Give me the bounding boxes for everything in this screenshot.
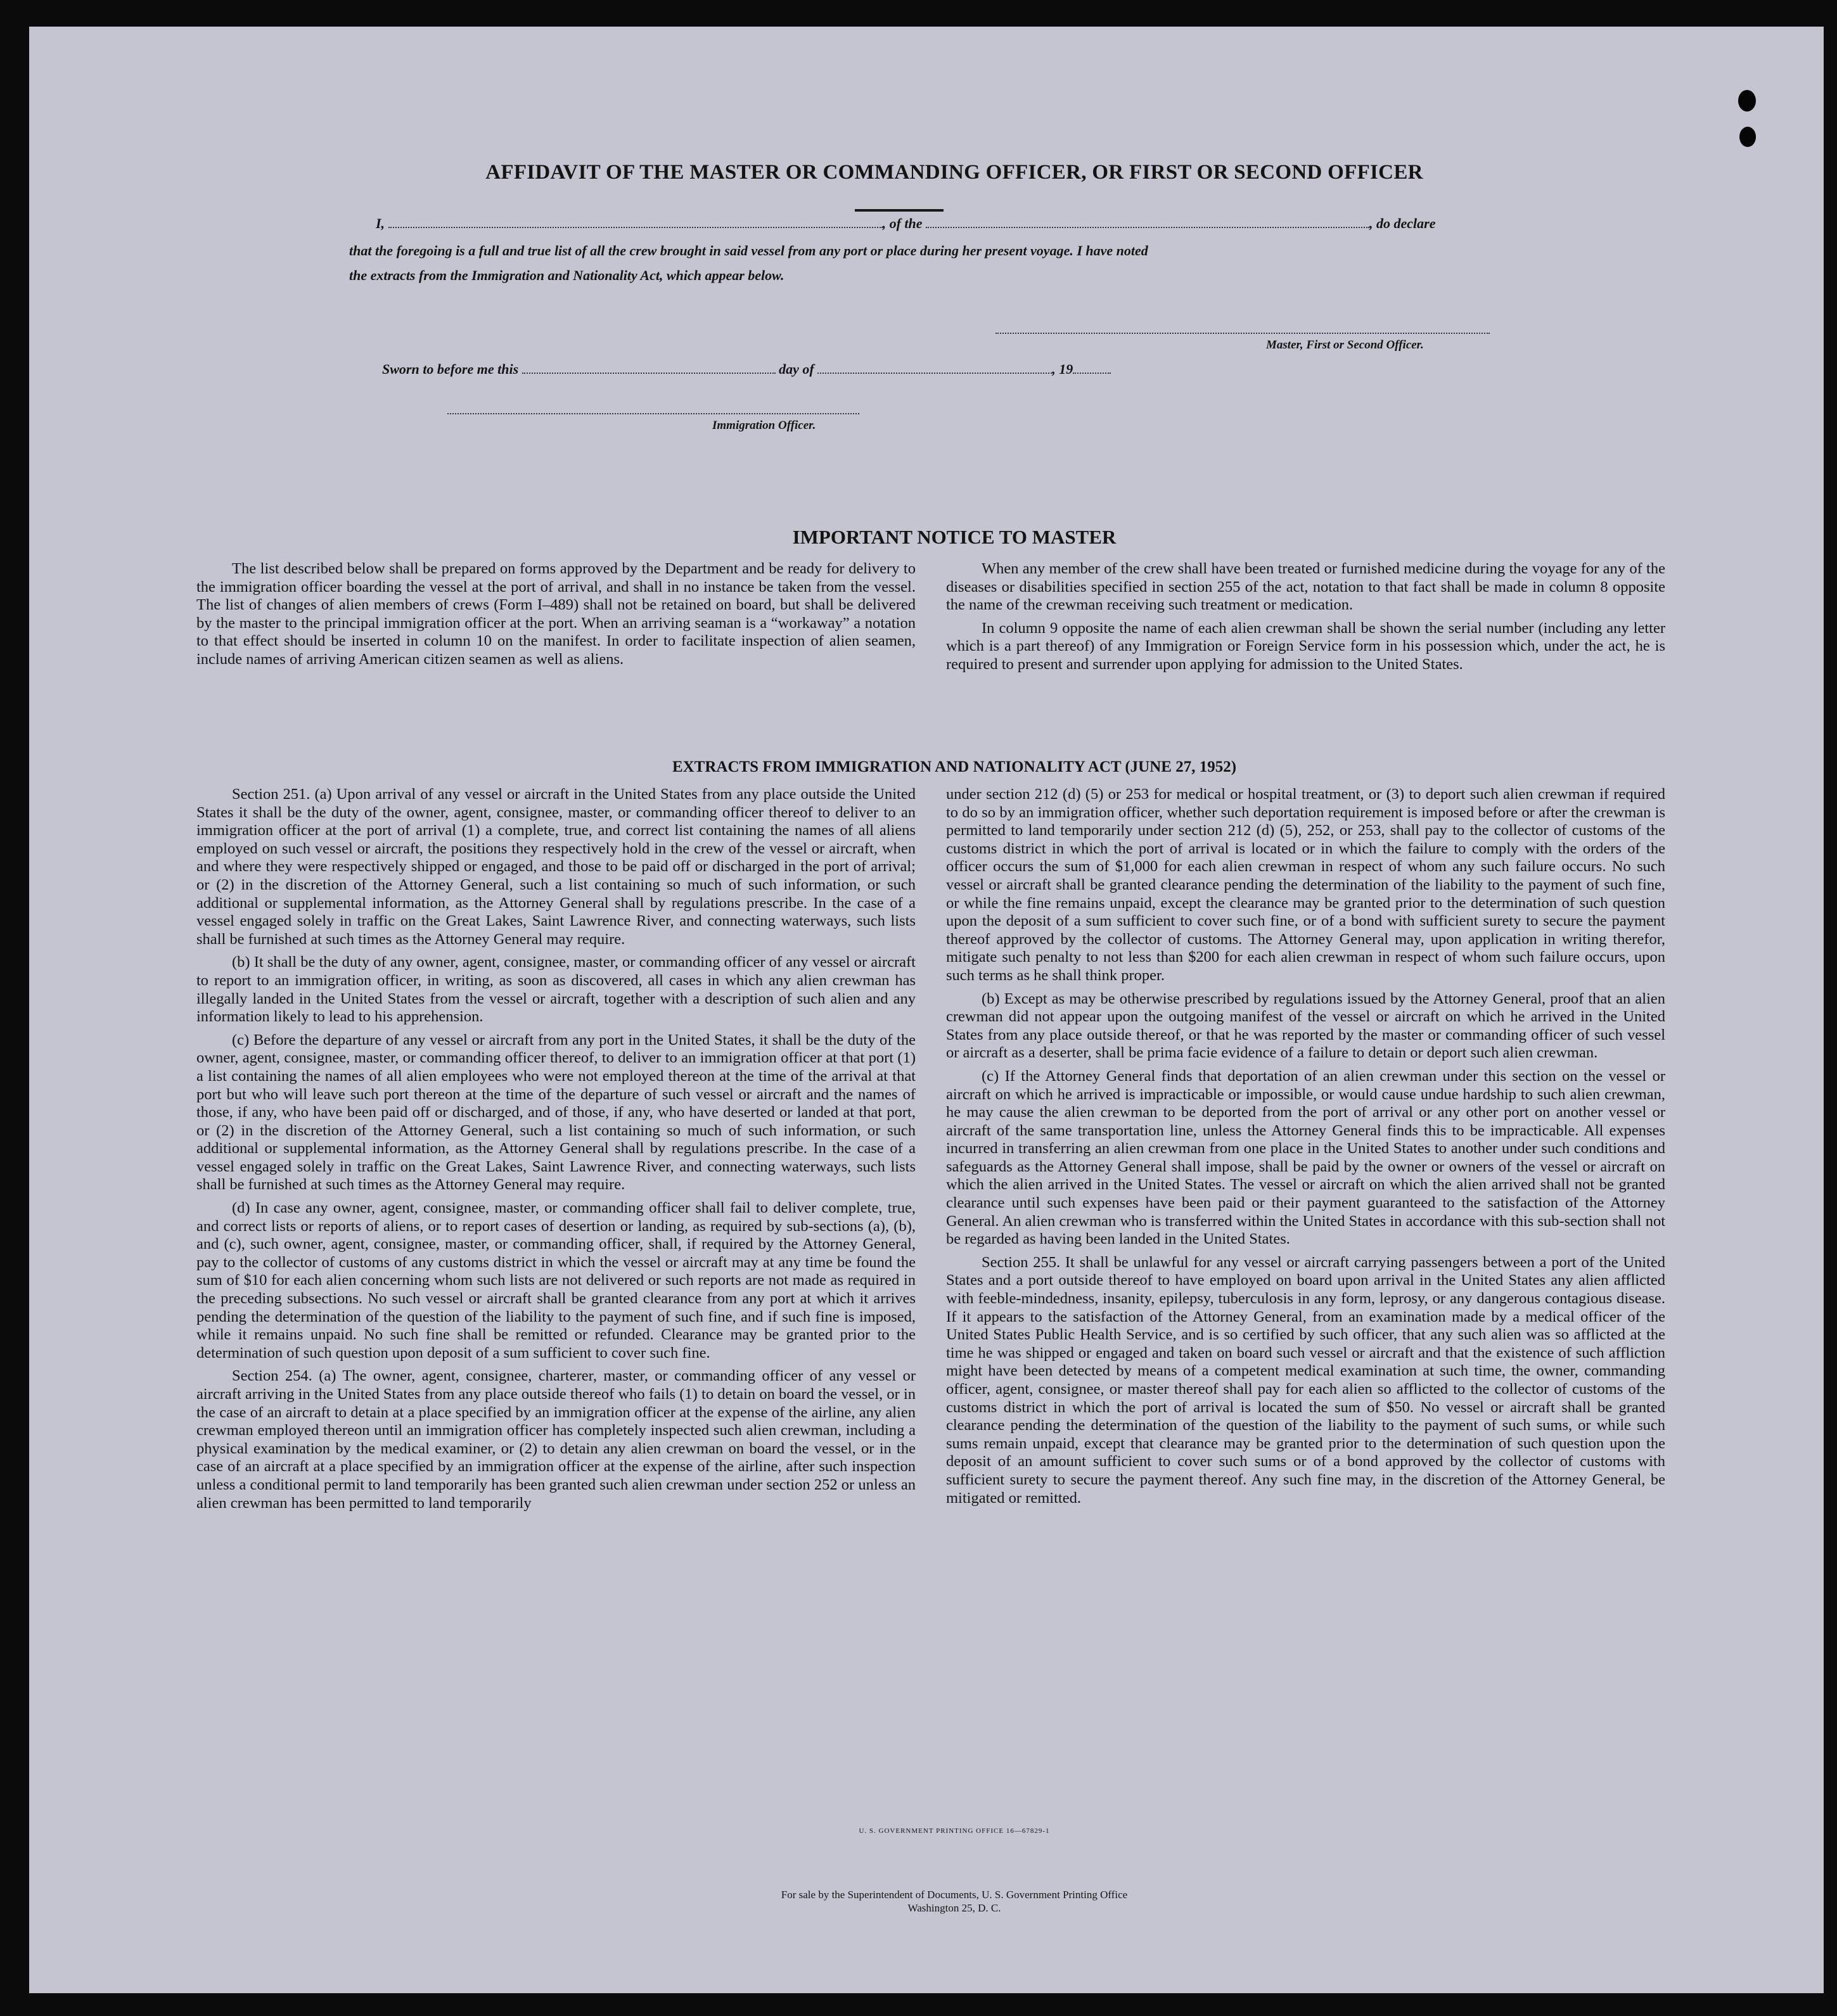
declaration-line: [376, 215, 1516, 232]
sworn-month-field[interactable]: [817, 361, 1052, 374]
document-page: [29, 27, 1824, 1993]
binder-hole-bottom: [1739, 127, 1756, 147]
notice-right-paragraph-1: When any member of the crew shall have been treated or furnished medicine during the voyage for any of the diseases or disabilities specified in section 255 of the act, notation to that fact shall be made in column 8 opposite the name of the crewman receiving such treatment or medication.: [946, 560, 1665, 614]
printing-office-line: U. S. GOVERNMENT PRINTING OFFICE 16—67829-1: [859, 1827, 1050, 1835]
sworn-label: Sworn to before me this: [382, 361, 519, 377]
section-255-paragraph: Section 255. It shall be unlawful for any vessel or aircraft carrying passengers between a port of the United States and a port outside thereof to have employed on board upon arrival in the United States any alien afflicted with feeble-mindedness, insanity, epilepsy, tuberculosis in any form, leprosy, or any dangerous contagious disease. If it appears to the satisfaction of the Attorney General, from an examination made by a medical officer of the United States Public Health Service, and is so certified by such officer, that any such alien was so afflicted at the time he was shipped or engaged and taken on board such vessel or aircraft and that the existence of such affliction might have been detected by means of a competent medical examination at such time, the owner, commanding officer, agent, consignee, or master thereof shall pay for each alien so afflicted to the collector of customs of the customs district in which the port of arrival is located the sum of $50. No vessel or aircraft shall be granted clearance pending the determination of the question of the liability to the payment of such sums, or while such sums remain unpaid, except that clearance may be granted prior to the determination of such question upon the deposit of an amount sufficient to cover such sums or of a bond approved by the collector of customs with sufficient surety to secure the payment thereof. Any such fine may, in the discretion of the Attorney General, be mitigated or remitted.: [946, 1253, 1665, 1507]
vessel-name-field[interactable]: [926, 215, 1369, 228]
declaration-i-label: I,: [376, 215, 385, 231]
footer-line-1: For sale by the Superintendent of Documents, U. S. Government Printing Office: [781, 1889, 1128, 1901]
section-254-a-continued-paragraph: under section 212 (d) (5) or 253 for medical or hospital treatment, or (3) to deport such alien crewman if required to do so by an immigration officer, whether such deportation requirement is imposed before or after the crewman is permitted to land temporarily under section 212 (d) (5), 252, or 253, shall pay to the collector of customs of the customs district in which the port of arrival is located or in which the failure to comply with the orders of the officer occurs the sum of $1,000 for each alien crewman in respect of whom any such failure occurs. No such vessel or aircraft shall be granted clearance pending the determination of the liability to the payment of such fine, or while the fine remains unpaid, except the clearance may be granted prior to the determination of such question upon the deposit of a sum sufficient to cover such fine, or of a bond with sufficient surety to secure the payment thereof approved by the collector of customs. The Attorney General may, upon application in writing therefor, mitigate such penalty to not less than $200 for each alien crewman in respect of whom such failure occurs, upon such terms as he shall think proper.: [946, 786, 1665, 984]
notice-left-column: [196, 560, 916, 674]
sworn-date-field[interactable]: [522, 361, 776, 374]
declaration-body-line-2: that the foregoing is a full and true list of all the crew brought in said vessel from any port or place during her present voyage. I have noted: [349, 243, 1148, 258]
day-of-label: day of: [779, 361, 814, 377]
declaration-of-the-label: , of the: [882, 215, 923, 231]
master-signature-caption: Master, First or Second Officer.: [1266, 338, 1424, 352]
notice-right-column: [946, 560, 1665, 679]
extracts-title: EXTRACTS FROM IMMIGRATION AND NATIONALITY ACT (JUNE 27, 1952): [672, 758, 1237, 775]
officer-signature-caption: Immigration Officer.: [712, 419, 816, 432]
section-254-a-paragraph: Section 254. (a) The owner, agent, consignee, charterer, master, or commanding officer of any vessel or aircraft arriving in the United States from any place outside thereof who fails (1) to detain on board the vessel, or in the case of an aircraft to detain at a place specified by an immigration officer at the expense of the airline, any alien crewman employed thereon until an immigration officer has completely inspected such alien crewman, including a physical examination by the medical examiner, or (2) to detain any alien crewman on board the vessel, or in the case of an aircraft at a place specified by an immigration officer at the expense of the airline, after such inspection unless a conditional permit to land temporarily has been granted such alien crewman under section 252 or unless an alien crewman has been permitted to land temporarily: [196, 1367, 916, 1512]
section-251-a-paragraph: Section 251. (a) Upon arrival of any vessel or aircraft in the United States from any place outside the United States it shall be the duty of the owner, agent, consignee, master, or commanding officer thereof to deliver to an immigration officer at the port of arrival (1) a complete, true, and correct list containing the names of all aliens employed on such vessel or aircraft, the positions they respectively hold in the crew of the vessel or aircraft, when and where they were respectively shipped or engaged, and those to be paid off or discharged in the port of arrival; or (2) in the discretion of the Attorney General, such a list containing so much of such information, or such additional or supplemental information, as the Attorney General shall by regulations prescribe. In the case of a vessel engaged solely in traffic on the Great Lakes, Saint Lawrence River, and connecting waterways, such lists shall be furnished at such times as the Attorney General may require.: [196, 786, 916, 948]
declarant-name-field[interactable]: [388, 215, 883, 228]
extracts-right-column: [946, 786, 1665, 1512]
section-251-d-paragraph: (d) In case any owner, agent, consignee, master, or commanding officer shall fail to deliver complete, true, and correct lists or reports of aliens, or to report cases of desertion or landing, as required by sub-sections (a), (b), and (c), such owner, agent, consignee, master, or commanding officer, shall, if required by the Attorney General, pay to the collector of customs of any customs district in which the vessel or aircraft may at any time be found the sum of $10 for each alien concerning whom such lists are not delivered or such reports are not made as required in the preceding subsections. No such vessel or aircraft shall be granted clearance from any port at which it arrives pending the determination of the question of the liability to the payment of such fine, and if such fine is imposed, while it remains unpaid. No such fine shall be remitted or refunded. Clearance may be granted prior to the determination of such question upon deposit of a sum sufficient to cover such fine.: [196, 1199, 916, 1362]
section-251-c-paragraph: (c) Before the departure of any vessel or aircraft from any port in the United States, it shall be the duty of the owner, agent, consignee, master, or commanding officer thereof, to deliver to an immigration officer at that port (1) a list containing the names of all alien employees who were not employed thereon at the time of the arrival at that port but who will leave such port thereon at the time of the departure of such vessel or aircraft and the names of those, if any, who have been paid off or discharged, and of those, if any, who have deserted or landed at that port, or (2) in the discretion of the Attorney General, such a list containing so much of such information, or such additional or supplemental information, as the Attorney General shall by regulations prescribe. In the case of a vessel engaged solely in traffic on the Great Lakes, Saint Lawrence River, and connecting waterways, such lists shall be furnished at such times as the Attorney General may require.: [196, 1031, 916, 1194]
notice-right-paragraph-2: In column 9 opposite the name of each alien crewman shall be shown the serial number (including any letter which is a part thereof) of any Immigration or Foreign Service form in his possession which, under the act, he is required to present and surrender upon applying for admission to the United States.: [946, 619, 1665, 673]
notice-left-paragraph: The list described below shall be prepared on forms approved by the Department and be ready for delivery to the immigration officer boarding the vessel at the port of arrival, and shall in no instance be taken from the vessel. The list of changes of alien members of crews (Form I–489) shall not be retained on board, but shall be delivered by the master to the principal immigration officer at the port. When an arriving seaman is a “workaway” a notation to that effect should be inserted in column 10 on the manifest. In order to facilitate inspection of alien seamen, include names of arriving American citizen seamen as well as aliens.: [196, 560, 916, 668]
sworn-year-field[interactable]: [1073, 361, 1111, 374]
declaration-body-line-3: the extracts from the Immigration and Nationality Act, which appear below.: [349, 267, 784, 283]
section-254-c-paragraph: (c) If the Attorney General finds that deportation of an alien crewman under this section on the vessel or aircraft on which he arrived is impracticable or impossible, or would cause undue hardship to such alien crewman, he may cause the alien crewman to be deported from the port of arrival or any other port on another vessel or aircraft of the same transportation line, unless the Attorney General finds this to be impracticable. All expenses incurred in transferring an alien crewman from one place in the United States to another under such conditions and safeguards as the Attorney General shall impose, shall be paid by the owner or owners of the vessel or aircraft on which the alien arrived in the United States. The vessel or aircraft on which the alien arrived shall not be granted clearance until such expenses have been paid or their payment guaranteed to the satisfaction of the Attorney General. An alien crewman who is transferred within the United States in accordance with this sub-section shall not be regarded as having been landed in the United States.: [946, 1067, 1665, 1248]
section-251-b-paragraph: (b) It shall be the duty of any owner, agent, consignee, master, or commanding officer of any vessel or aircraft to report to an immigration officer, in writing, as soon as discovered, all cases in which any alien crewman has illegally landed in the United States from the vessel or aircraft, together with a description of such alien and any information likely to lead to his apprehension.: [196, 954, 916, 1026]
title-underline: [855, 209, 944, 212]
officer-signature-line[interactable]: [447, 413, 859, 414]
sworn-line: [382, 361, 1333, 378]
binder-hole-top: [1738, 90, 1756, 112]
extracts-left-column: [196, 786, 916, 1517]
footer: [599, 1888, 1309, 1915]
footer-line-2: Washington 25, D. C.: [907, 1902, 1001, 1914]
affidavit-title: AFFIDAVIT OF THE MASTER OR COMMANDING OFFICER, OR FIRST OR SECOND OFFICER: [485, 161, 1423, 184]
section-254-b-paragraph: (b) Except as may be otherwise prescribed by regulations issued by the Attorney General, proof that an alien crewman did not appear upon the outgoing manifest of the vessel or aircraft on which he arrived in the United States from any place outside thereof, or that he was reported by the master or commanding officer of such vessel or aircraft as a deserter, shall be prima facie evidence of a failure to detain or deport such alien crewman.: [946, 990, 1665, 1062]
year-label: , 19: [1052, 361, 1073, 377]
notice-title: IMPORTANT NOTICE TO MASTER: [792, 526, 1117, 548]
declaration-do-declare-label: , do declare: [1369, 215, 1436, 231]
master-signature-line[interactable]: [995, 333, 1490, 334]
